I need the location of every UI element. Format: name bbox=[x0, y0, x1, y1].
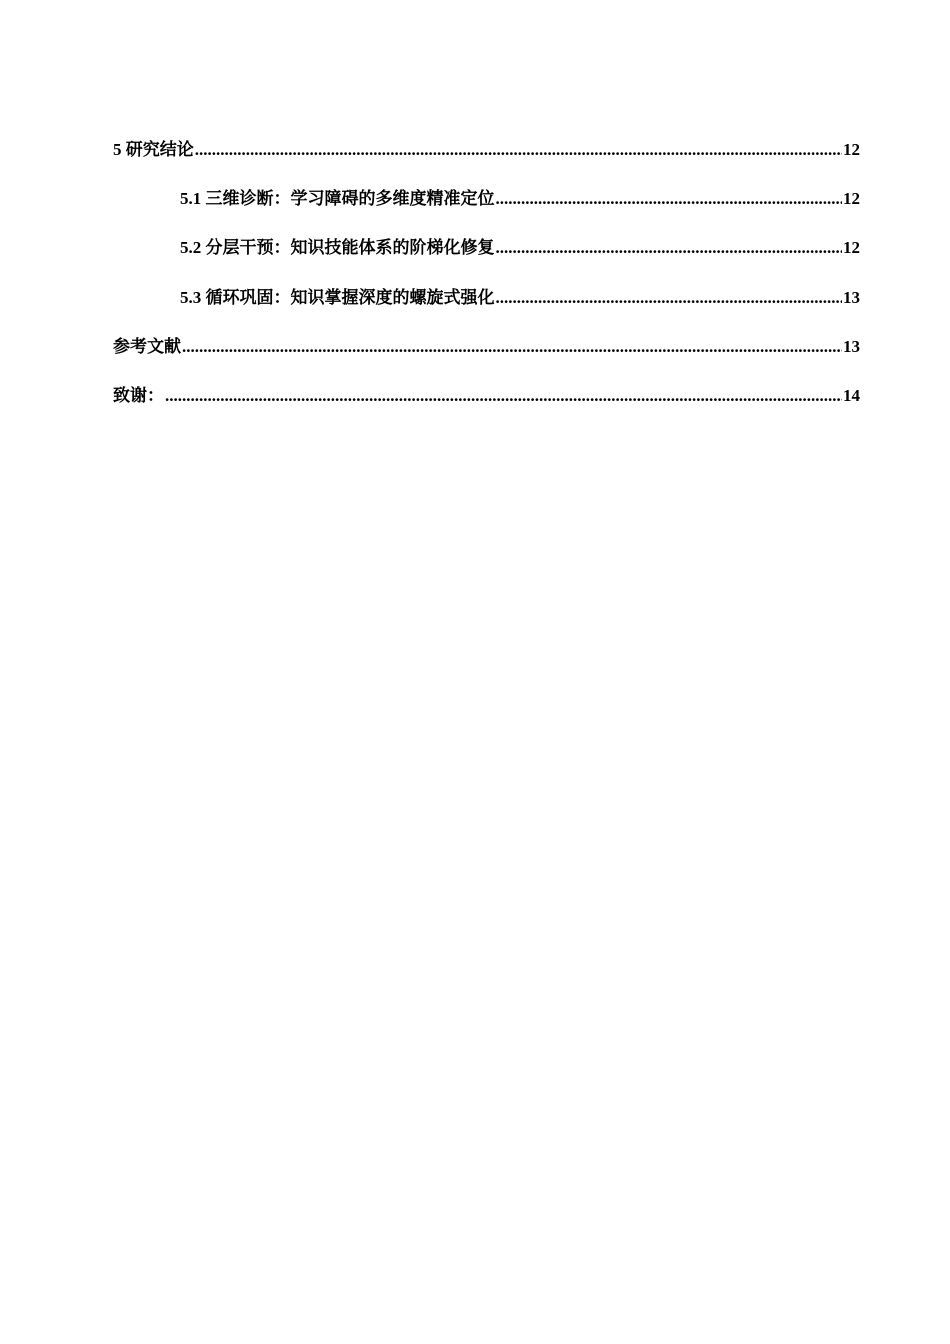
table-of-contents bbox=[113, 136, 860, 431]
toc-entry-title: 5.3 循环巩固：知识掌握深度的螺旋式强化 bbox=[180, 287, 495, 307]
toc-entry-title: 5.1 三维诊断：学习障碍的多维度精准定位 bbox=[180, 189, 495, 209]
toc-entry-title: 5 研究结论 bbox=[113, 140, 194, 159]
toc-entry[interactable] bbox=[113, 333, 860, 382]
toc-entry-page: 13 bbox=[843, 287, 860, 307]
toc-entry-title: 5.2 分层干预：知识技能体系的阶梯化修复 bbox=[180, 238, 495, 258]
toc-dot-leader bbox=[182, 333, 842, 361]
toc-entry-page: 13 bbox=[843, 336, 860, 356]
toc-entry-page: 12 bbox=[843, 238, 860, 258]
toc-entry[interactable] bbox=[113, 284, 860, 333]
toc-dot-leader bbox=[496, 284, 843, 312]
toc-entry-page: 12 bbox=[843, 189, 860, 209]
toc-entry-title: 参考文献 bbox=[113, 336, 181, 356]
toc-dot-leader bbox=[496, 234, 843, 262]
toc-entry-page: 14 bbox=[843, 385, 860, 405]
toc-entry[interactable] bbox=[113, 136, 860, 185]
toc-entry[interactable] bbox=[113, 382, 860, 431]
toc-dot-leader bbox=[165, 382, 842, 410]
toc-entry-page: 12 bbox=[843, 140, 860, 159]
toc-dot-leader bbox=[195, 136, 842, 164]
toc-dot-leader bbox=[496, 185, 843, 213]
toc-entry[interactable] bbox=[113, 185, 860, 234]
toc-entry[interactable] bbox=[113, 234, 860, 283]
toc-entry-title: 致谢： bbox=[113, 385, 164, 405]
